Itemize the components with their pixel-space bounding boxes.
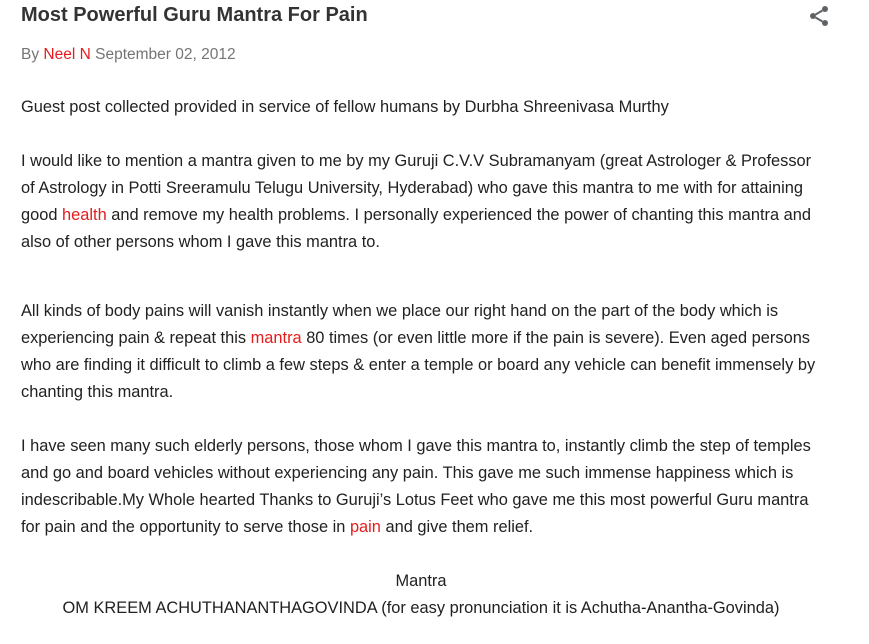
pain-link[interactable]: pain: [349, 518, 381, 536]
paragraph-text: All kinds of body pains will vanish instantly when we place our right hand on the part of the body which is experiencing pain & repeat this: [21, 302, 779, 347]
paragraph-guruji: [21, 148, 821, 256]
intro-paragraph: Guest post collected provided in service of fellow humans by Durbha Shreenivasa Murthy: [21, 98, 669, 116]
mantra-text: OM KREEM ACHUTHANANTHAGOVINDA (for easy pronunciation it is Achutha-Anantha-Govinda): [62, 599, 780, 617]
mantra-link[interactable]: mantra: [250, 329, 302, 347]
share-button[interactable]: [806, 4, 832, 28]
mantra-heading: Mantra: [395, 572, 447, 590]
post-byline: [21, 46, 236, 64]
paragraph-text: and give them relief.: [380, 518, 534, 536]
paragraph-elderly: [21, 433, 821, 541]
post-date: September 02, 2012: [95, 46, 236, 63]
author-link[interactable]: Neel N: [43, 46, 91, 63]
health-link[interactable]: health: [62, 206, 107, 224]
byline-by-label: By: [21, 46, 40, 63]
paragraph-body-pains: [21, 298, 821, 406]
paragraph-text: I have seen many such elderly persons, those whom I gave this mantra to, instantly climb the step of temples and go and board vehicles without experiencing any pain. This gave me such immense happiness which is indescribable.My Whole hearted Thanks to Guruji’s Lotus Feet who gave me this most powerful Guru mantra for pain and the opportunity to serve those in: [21, 437, 811, 536]
post-body: [21, 94, 821, 622]
share-icon: [806, 4, 832, 28]
paragraph-text: I would like to mention a mantra given to me by my Guruji C.V.V Subramanyam (great Astrologer & Professor of Astrology in Potti Sreeramulu Telugu University, Hyderabad) who gave this mantra to me with for attaining good: [21, 152, 812, 224]
paragraph-text: 80 times (or even little more if the pain is severe). Even aged persons who are finding it difficult to climb a few steps & enter a temple or board any vehicle can benefit immensely by chanting this mantra.: [21, 329, 816, 401]
paragraph-text: and remove my health problems. I personally experienced the power of chanting this mantra and also of other persons whom I gave this mantra to.: [21, 206, 811, 251]
post-title: Most Powerful Guru Mantra For Pain: [21, 4, 368, 26]
